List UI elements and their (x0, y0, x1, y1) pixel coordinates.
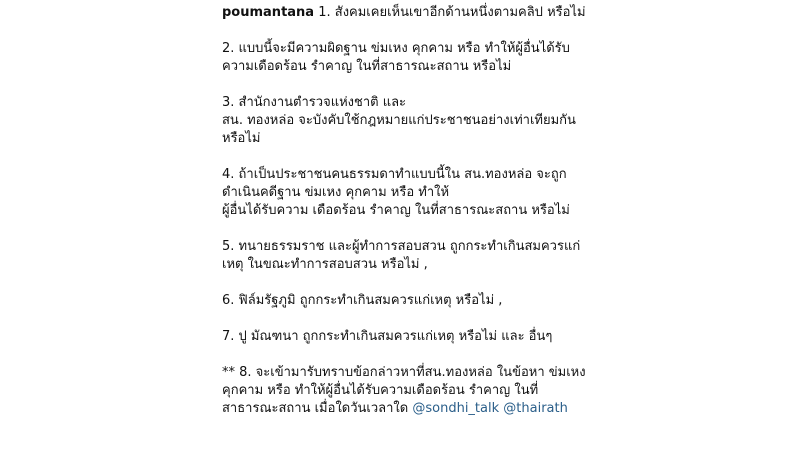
mention-sondhi-talk[interactable]: @sondhi_talk (412, 401, 500, 416)
comment-item-3: 3. สำนักงานตำรวจแห่งชาติ และ สน. ทองหล่อ จะบังคับใช้กฎหมายแก่ประชาชนอย่างเท่าเทียมกัน หรือไม่ (222, 95, 576, 146)
comment-item-1: 1. สังคมเคยเห็นเขาอีกด้านหนึ่งตามคลิป หรือไม่ (314, 5, 586, 20)
comment-body (222, 4, 592, 436)
comment-item-8-text: ** 8. จะเข้ามารับทราบข้อกล่าวหาที่สน.ทองหล่อ ในข้อหา ข่มเหง คุกคาม หรือ ทำให้ผู้อื่นได้รับความเดือดร้อน รำคาญ ในที่สาธารณะสถาน เมื่อใดวันเวลาใด (222, 365, 586, 416)
comment-first-paragraph (222, 4, 592, 22)
comment-username[interactable]: poumantana (222, 5, 315, 20)
comment-item-6: 6. ฟิล์มรัฐภูมิ ถูกกระทำเกินสมควรแก่เหตุ หรือไม่ , (222, 293, 503, 308)
comment-item-7: 7. ปู มัณฑนา ถูกกระทำเกินสมควรแก่เหตุ หรือไม่ และ อื่นๆ (222, 329, 553, 344)
comment-item-2: 2. แบบนี้จะมีความผิดฐาน ข่มเหง คุกคาม หรือ ทำให้ผู้อื่นได้รับความเดือดร้อน รำคาญ ในที่สาธารณะสถาน หรือไม่ (222, 41, 570, 74)
comment-item-8 (222, 364, 592, 418)
comment-item-4: 4. ถ้าเป็นประชาชนคนธรรมดาทำแบบนี้ใน สน.ทองหล่อ จะถูกดำเนินคดีฐาน ข่มเหง คุกคาม หรือ ทำให้ ผู้อื่นได้รับความ เดือดร้อน รำคาญ ในที่สาธารณะสถาน หรือไม่ (222, 167, 570, 218)
mention-thairath[interactable]: @thairath (503, 401, 568, 416)
comment-item-5: 5. ทนายธรรมราช และผู้ทำการสอบสวน ถูกกระทำเกินสมควรแก่เหตุ ในขณะทำการสอบสวน หรือไม่ , (222, 239, 581, 272)
